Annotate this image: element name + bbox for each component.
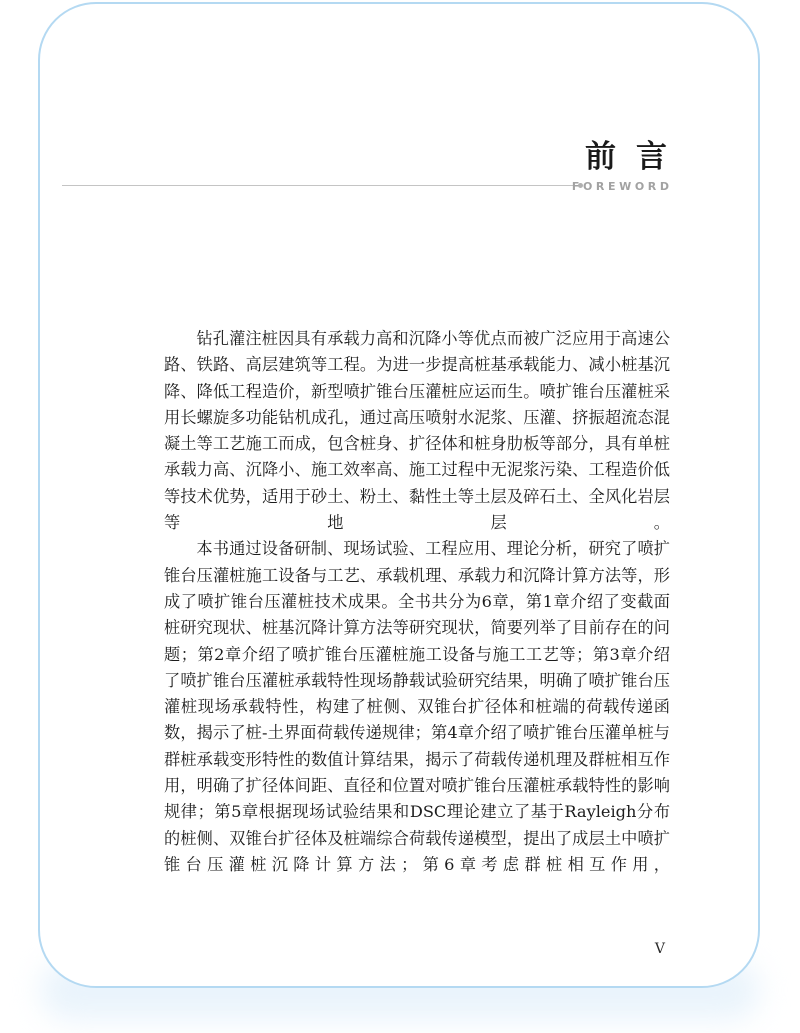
page-number: V <box>654 941 665 957</box>
book-page <box>38 2 760 988</box>
paragraph: 本书通过设备研制、现场试验、工程应用、理论分析，研究了喷扩锥台压灌桩施工设备与工艺、承载机理、承载力和沉降计算方法等，形成了喷扩锥台压灌桩技术成果。全书共分为6章，第1章介绍了变截面桩研究现状、桩基沉降计算方法等研究现状，简要列举了目前存在的问题；第2章介绍了喷扩锥台压灌桩施工设备与施工工艺等；第3章介绍了喷扩锥台压灌桩承载特性现场静载试验研究结果，明确了喷扩锥台压灌桩现场承载特性，构建了桩侧、双锥台扩径体和桩端的荷载传递函数，揭示了桩-土界面荷载传递规律；第4章介绍了喷扩锥台压灌单桩与群桩承载变形特性的数值计算结果，揭示了荷载传递机理及群桩相互作用，明确了扩径体间距、直径和位置对喷扩锥台压灌桩承载特性的影响规律；第5章根据现场试验结果和DSC理论建立了基于Rayleigh分布的桩侧、双锥台扩径体及桩端综合荷载传递模型，提出了成层土中喷扩锥台压灌桩沉降计算方法；第6章考虑群桩相互作用， <box>164 539 670 874</box>
title-divider-line <box>62 185 582 186</box>
page-subtitle: FOREWORD <box>571 180 673 193</box>
body-text <box>164 326 670 878</box>
page-title: 前言 <box>585 139 687 175</box>
paragraph: 钻孔灌注桩因具有承载力高和沉降小等优点而被广泛应用于高速公路、铁路、高层建筑等工程。为进一步提高桩基承载能力、减小桩基沉降、降低工程造价，新型喷扩锥台压灌桩应运而生。喷扩锥台压灌桩采用长螺旋多功能钻机成孔，通过高压喷射水泥浆、压灌、挤振超流态混凝土等工艺施工而成，包含桩身、扩径体和桩身肋板等部分，具有单桩承载力高、沉降小、施工效率高、施工过程中无泥浆污染、工程造价低等技术优势，适用于砂土、粉土、黏性土等土层及碎石土、全风化岩层等地层。 <box>164 329 670 533</box>
